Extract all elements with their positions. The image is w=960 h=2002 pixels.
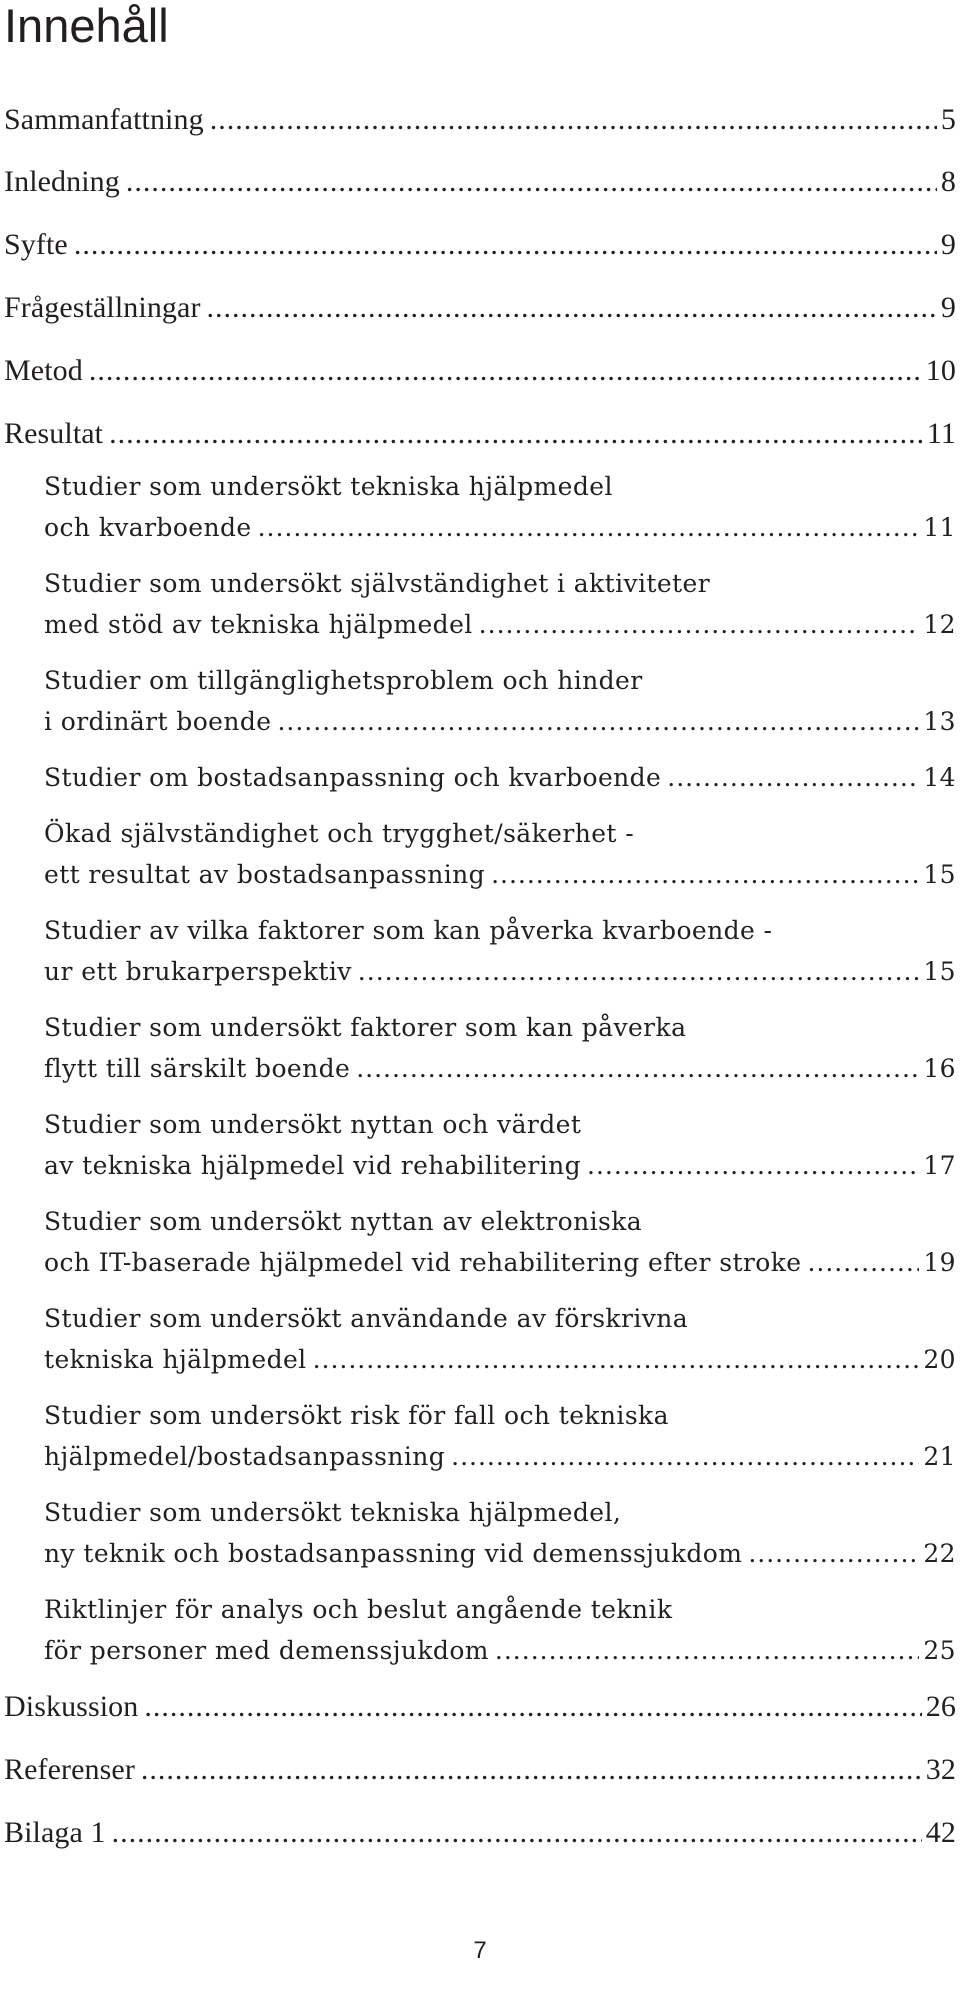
toc-entry-inledning[interactable] <box>4 162 956 202</box>
toc-entry-text: med stöd av tekniska hjälpmedel <box>44 610 473 639</box>
toc-entry-okad-sjalvstandighet[interactable] <box>44 855 956 895</box>
dot-leader <box>126 162 937 202</box>
toc-entry-text: hjälpmedel/bostadsanpassning <box>44 1442 446 1471</box>
toc-entry-line1: Studier som undersökt självständighet i aktiviteter <box>44 569 711 598</box>
page-number: 7 <box>473 1937 487 1964</box>
toc-entry-text: Frågeställningar <box>4 291 201 324</box>
dot-leader <box>277 702 919 742</box>
toc-entry-text: Inledning <box>4 165 120 198</box>
toc-page-number: 22 <box>923 1539 956 1568</box>
dot-leader <box>358 952 920 992</box>
toc-page-number: 9 <box>940 291 956 324</box>
toc-entry-line1: Studier som undersökt tekniska hjälpmedel, <box>44 1498 622 1527</box>
toc-entry-text: Syfte <box>4 228 68 261</box>
toc-entry-text: ny teknik och bostadsanpassning vid demenssjukdom <box>44 1539 743 1568</box>
toc-page-number: 21 <box>923 1442 956 1471</box>
dot-leader <box>667 758 919 798</box>
toc-entry-line1: Studier som undersökt användande av förskrivna <box>44 1304 689 1333</box>
toc-entry-text: flytt till särskilt boende <box>44 1054 351 1083</box>
toc-entry-text: och IT-baserade hjälpmedel vid rehabilitering efter stroke <box>44 1248 802 1277</box>
toc-entry-diskussion[interactable] <box>4 1687 956 1727</box>
toc-entry-fragestallningar[interactable] <box>4 288 956 328</box>
toc-entry-text: Studier om bostadsanpassning och kvarboende <box>44 763 662 792</box>
toc-page-number: 12 <box>923 610 956 639</box>
toc-entry-text: Referenser <box>4 1753 135 1786</box>
toc-page-number: 11 <box>926 417 956 450</box>
dot-leader <box>356 1049 919 1089</box>
dot-leader <box>451 1437 919 1477</box>
toc-entry-tekniska-hjalpmedel-kvarboende[interactable] <box>44 508 956 548</box>
toc-entry-risk-for-fall[interactable] <box>44 1437 956 1477</box>
dot-leader <box>207 288 937 328</box>
dot-leader <box>495 1631 919 1671</box>
toc-entry-brukarperspektiv[interactable] <box>44 952 956 992</box>
dot-leader <box>491 855 919 895</box>
toc-entry-syfte[interactable] <box>4 225 956 265</box>
toc-page-number: 20 <box>923 1345 956 1374</box>
toc-entry-line1: Studier som undersökt risk för fall och tekniska <box>44 1401 669 1430</box>
toc-entry-text: i ordinärt boende <box>44 707 272 736</box>
toc-page-number: 32 <box>925 1753 956 1786</box>
toc-page-number: 10 <box>925 354 956 387</box>
toc-entry-sjalvstandighet-aktiviteter[interactable] <box>44 605 956 645</box>
toc-entry-line1: Studier som undersökt tekniska hjälpmedel <box>44 472 613 501</box>
toc-page-number: 11 <box>923 513 956 542</box>
toc-page-number: 42 <box>925 1816 956 1849</box>
toc-page-number: 16 <box>923 1054 956 1083</box>
dot-leader <box>313 1340 920 1380</box>
toc-entry-text: för personer med demenssjukdom <box>44 1636 489 1665</box>
toc-entry-elektroniska-hjalpmedel[interactable] <box>44 1243 956 1283</box>
toc-entry-bostadsanpassning-kvarboende[interactable] <box>44 758 956 798</box>
dot-leader <box>807 1243 919 1283</box>
toc-entry-nyttan-vardet[interactable] <box>44 1146 956 1186</box>
toc-entry-text: Sammanfattning <box>4 103 204 136</box>
toc-entry-text: och kvarboende <box>44 513 252 542</box>
toc-entry-tillganglighetsproblem[interactable] <box>44 702 956 742</box>
toc-entry-text: Resultat <box>4 417 104 450</box>
toc-page-number: 25 <box>923 1636 956 1665</box>
toc-entry-bilaga-1[interactable] <box>4 1813 956 1853</box>
dot-leader <box>258 508 920 548</box>
toc-entry-line1: Studier som undersökt faktorer som kan påverka <box>44 1013 687 1042</box>
toc-page-number: 19 <box>923 1248 956 1277</box>
toc-entry-line1: Studier av vilka faktorer som kan påverka kvarboende - <box>44 916 773 945</box>
toc-entry-anvandande-forskrivna[interactable] <box>44 1340 956 1380</box>
toc-entry-text: ett resultat av bostadsanpassning <box>44 860 486 889</box>
toc-entry-line1: Studier som undersökt nyttan av elektroniska <box>44 1207 643 1236</box>
toc-entry-referenser[interactable] <box>4 1750 956 1790</box>
dot-leader <box>479 605 920 645</box>
toc-page-number: 14 <box>923 763 956 792</box>
dot-leader <box>141 1750 922 1790</box>
dot-leader <box>74 225 937 265</box>
toc-page-number: 8 <box>940 165 956 198</box>
dot-leader <box>587 1146 919 1186</box>
toc-entry-line1: Riktlinjer för analys och beslut angående teknik <box>44 1595 673 1624</box>
toc-entry-line1: Studier om tillgänglighetsproblem och hinder <box>44 666 643 695</box>
toc-entry-metod[interactable] <box>4 351 956 391</box>
toc-entry-text: Metod <box>4 354 83 387</box>
dot-leader <box>112 1813 922 1853</box>
toc-entry-line1: Studier som undersökt nyttan och värdet <box>44 1110 582 1139</box>
toc-entry-text: Diskussion <box>4 1690 139 1723</box>
toc-entry-text: ur ett brukarperspektiv <box>44 957 352 986</box>
toc-entry-sammanfattning[interactable] <box>4 100 956 140</box>
toc-entry-resultat[interactable] <box>4 414 956 454</box>
toc-page-number: 13 <box>923 707 956 736</box>
dot-leader <box>144 1687 921 1727</box>
toc-entry-text: tekniska hjälpmedel <box>44 1345 307 1374</box>
toc-entry-demenssjukdom-teknik[interactable] <box>44 1534 956 1574</box>
toc-entry-text: av tekniska hjälpmedel vid rehabilitering <box>44 1151 581 1180</box>
page-title: Innehåll <box>4 0 169 52</box>
toc-entry-line1: Ökad självständighet och trygghet/säkerhet - <box>44 819 635 848</box>
toc-page-number: 26 <box>925 1690 956 1723</box>
toc-entry-flytt-sarskilt-boende[interactable] <box>44 1049 956 1089</box>
toc-page-number: 15 <box>923 860 956 889</box>
dot-leader <box>210 100 937 140</box>
dot-leader <box>109 414 923 454</box>
dot-leader <box>748 1534 919 1574</box>
toc-page-number: 9 <box>940 228 956 261</box>
toc-entry-text: Bilaga 1 <box>4 1816 106 1849</box>
dot-leader <box>89 351 922 391</box>
toc-page-number: 5 <box>940 103 956 136</box>
toc-entry-riktlinjer[interactable] <box>44 1631 956 1671</box>
toc-page-number: 15 <box>923 957 956 986</box>
toc-page-number: 17 <box>923 1151 956 1180</box>
